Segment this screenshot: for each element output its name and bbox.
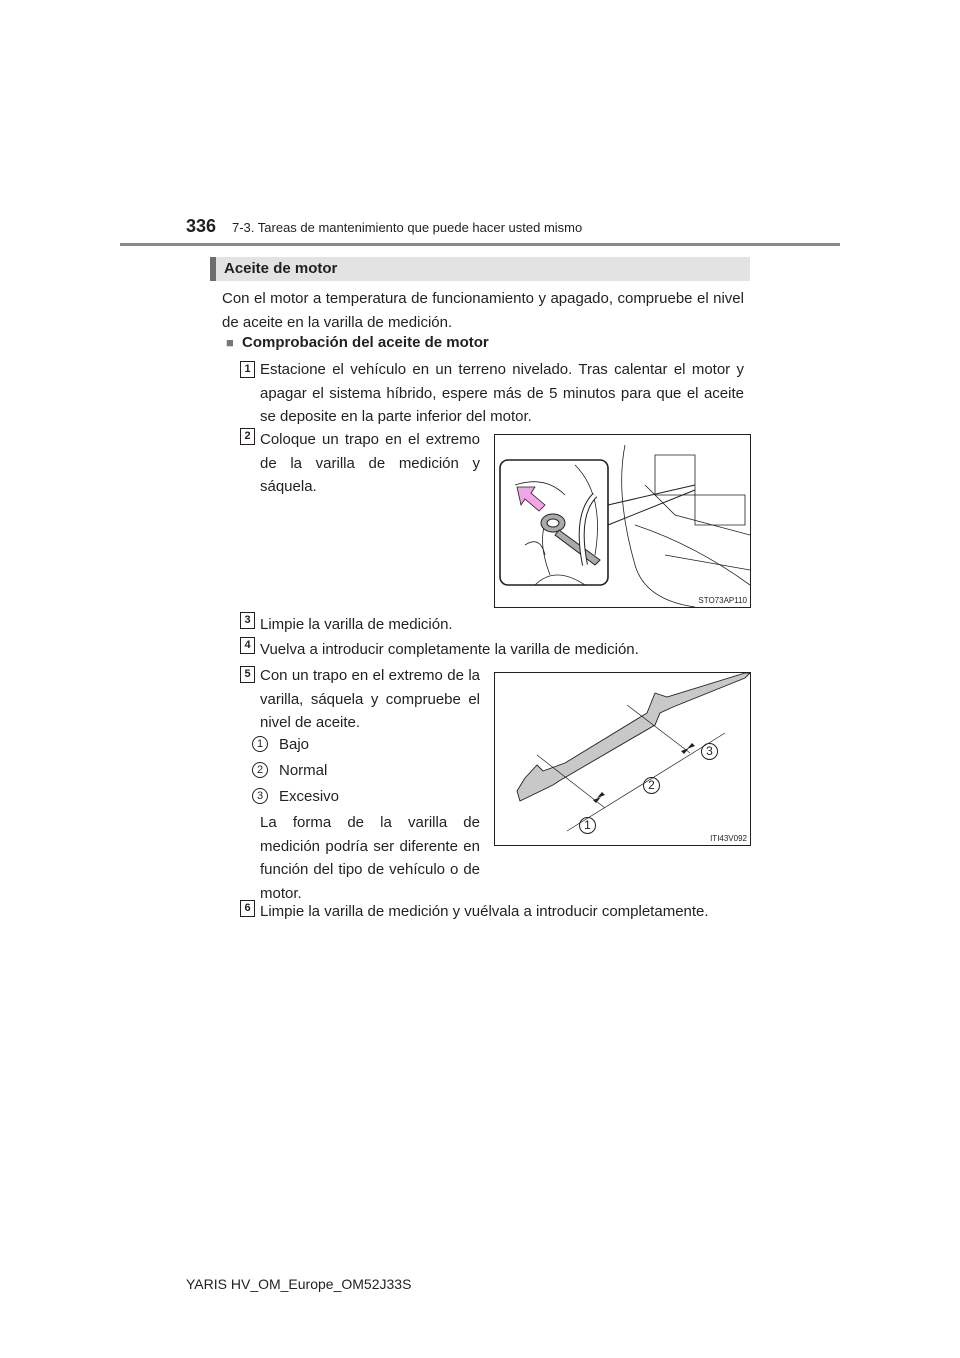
footer-doc-id: YARIS HV_OM_Europe_OM52J33S <box>186 1276 412 1292</box>
section-marker <box>210 257 216 281</box>
section-heading <box>210 257 750 281</box>
step-text: Con un trapo en el extremo de la varilla, sáquela y compruebe el nivel de aceite. <box>260 667 480 731</box>
step-number: 5 <box>240 666 255 683</box>
figure-dipstick-levels <box>494 672 751 846</box>
step-text: Estacione el vehículo en un terreno nivelado. Tras calentar el motor y apagar el sistema híbrido, espere más de 5 minutos para que el aceite se deposite en la parte inferior del motor. <box>260 361 744 425</box>
bullet-icon: ■ <box>226 335 234 350</box>
level-label: Excesivo <box>279 788 340 805</box>
step-number: 1 <box>240 361 255 378</box>
figure-code: ITI43V092 <box>710 834 747 843</box>
step-text: Limpie la varilla de medición y vuélvala a introducir completamente. <box>260 903 709 920</box>
section-title: Aceite de motor <box>224 260 338 277</box>
engine-bay-illustration <box>495 435 750 607</box>
step-number: 3 <box>240 612 255 629</box>
subsection-title: Comprobación del aceite de motor <box>242 334 489 351</box>
step-text: Vuelva a introducir completamente la varilla de medición. <box>260 641 639 658</box>
step-number: 6 <box>240 900 255 917</box>
level-number: 3 <box>252 788 268 804</box>
header-rule <box>120 243 840 246</box>
figure-code: STO73AP110 <box>698 596 747 605</box>
callout-1: 1 <box>579 817 596 834</box>
subsection-heading <box>226 334 489 351</box>
level-number: 1 <box>252 736 268 752</box>
figure-dipstick-location <box>494 434 751 608</box>
level-number: 2 <box>252 762 268 778</box>
step-number: 4 <box>240 637 255 654</box>
chapter-title: 7-3. Tareas de mantenimiento que puede hacer usted mismo <box>232 220 583 235</box>
callout-3: 3 <box>701 743 718 760</box>
level-label: Bajo <box>279 736 310 753</box>
step-text: Coloque un trapo en el extremo de la varilla de medición y sáquela. <box>260 431 480 495</box>
level-label: Normal <box>279 762 328 779</box>
step-number: 2 <box>240 428 255 445</box>
note-text: La forma de la varilla de medición podría ser diferente en función del tipo de vehículo o de motor. <box>260 814 480 902</box>
intro-paragraph: Con el motor a temperatura de funcionamiento y apagado, compruebe el nivel de aceite en la varilla de medición. <box>222 290 744 331</box>
callout-2: 2 <box>643 777 660 794</box>
page-number: 336 <box>186 216 217 236</box>
step-text: Limpie la varilla de medición. <box>260 616 453 633</box>
